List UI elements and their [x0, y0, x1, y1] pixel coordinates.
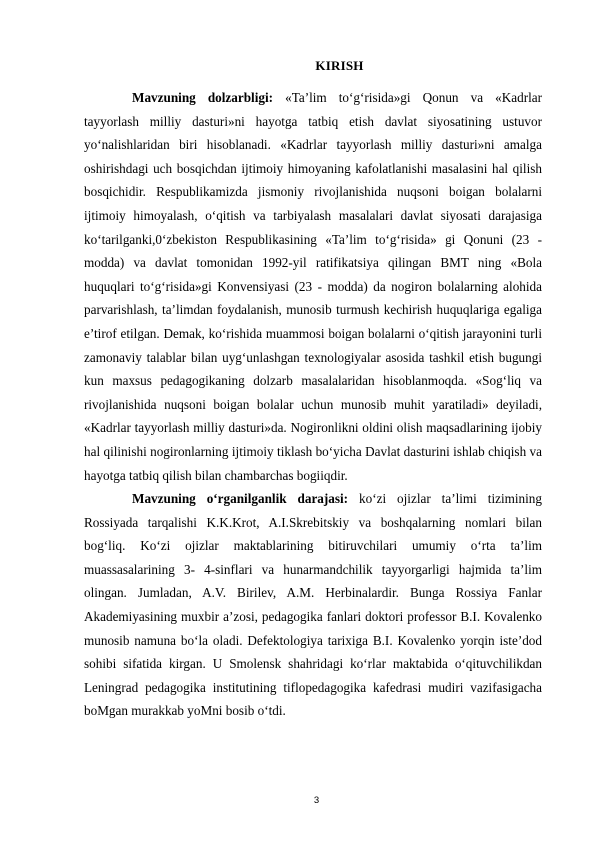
paragraph-research-degree [84, 487, 542, 723]
document-body [84, 86, 542, 723]
page-number: 3 [313, 795, 320, 806]
paragraph-lead: Mavzuning dolzarbligi: [132, 90, 274, 105]
page-title: KIRISH [315, 58, 364, 73]
paragraph-text: ko‘zi ojizlar ta’limi tizimining Rossiyada tarqalishi K.K.Krot, A.I.Skrebitskiy va boshqalarning nomlari bilan bog‘liq. Ko‘zi ojizlar maktablarining bitiruvchilari umumiy o‘rta ta’lim muassasalarining 3- 4-sinflari va hunarmandchilik tayyorgarligi hajmida ta’lim olingan. Jumladan, A.V. Birilev, A.M. Herbinalardir. Bunga Rossiya Fanlar Akademiyasining muxbir a’zosi, pedagogika fanlari doktori professor B.I. Kovalenko munosib namuna bo‘la oladi. Defektologiya tarixiga B.I. Kovalenko yorqin iste’dod sohibi sifatida kirgan. U Smolensk shahridagi ko‘rlar maktabida o‘qituvchilikdan Leningrad pedagogika institutining tiflopedagogika kafedrasi mudiri vazifasigacha boMgan murakkab yoMni bosib o‘tdi. [84, 491, 542, 719]
paragraph-lead: Mavzuning o‘rganilganlik darajasi: [132, 491, 349, 507]
paragraph-text: «Ta’lim to‘g‘risida»gi Qonun va «Kadrlar tayyorlash milliy dasturi»ni hayotga tatbiq etish davlat siyosatining ustuvor yo‘nalishlaridan biri hisoblanadi. «Kadrlar tayyorlash milliy dasturi»ni amalga oshirishdagi uch bosqichdan ijtimoiy himoyaning kafolatlanishi masalasini hal qilish bosqichidir. Respublikamizda jismoniy rivojlanishida nuqsoni boigan bolalarni ijtimoiy himoyalash, o‘qitish va tarbiyalash masalalari davlat siyosati darajasiga ko‘tarilganki,0‘zbekiston Respublikasining «Ta’lim to‘g‘risida» gi Qonuni (23 - modda) va davlat tomonidan 1992-yil ratifikatsiya qilingan BMT ning «Bola huquqlari to‘g‘risida»gi Konvensiyasi (23 - modda) da nogiron bolalarning alohida parvarishlash, ta’limdan foydalanish, munosib turmush kechirish huquqlariga egaliga e’tirof etilgan. Demak, ko‘rishida muammosi boigan bolalarni o‘qitish jarayonini turli zamonaviy talablar bilan uyg‘unlashgan texnologiyalar asosida tashkil etish bugungi kun maxsus pedagogikaning dolzarb masalalaridan hisoblanmoqda. «Sog‘liq va rivojlanishida nuqsoni boigan bolalar uchun munosib muhit yaratiladi» deyiladi, «Kadrlar tayyorlash milliy dasturi»da. Nogironlikni oldini olish maqsadlarining ijobiy hal qilinishi nogironlarning ijtimoiy tiklash bo‘yicha Davlat dasturini ishlab chiqish va hayotga tatbiq qilish bilan chambarchas bogiiqdir. [84, 90, 543, 483]
paragraph-relevance [84, 86, 542, 487]
